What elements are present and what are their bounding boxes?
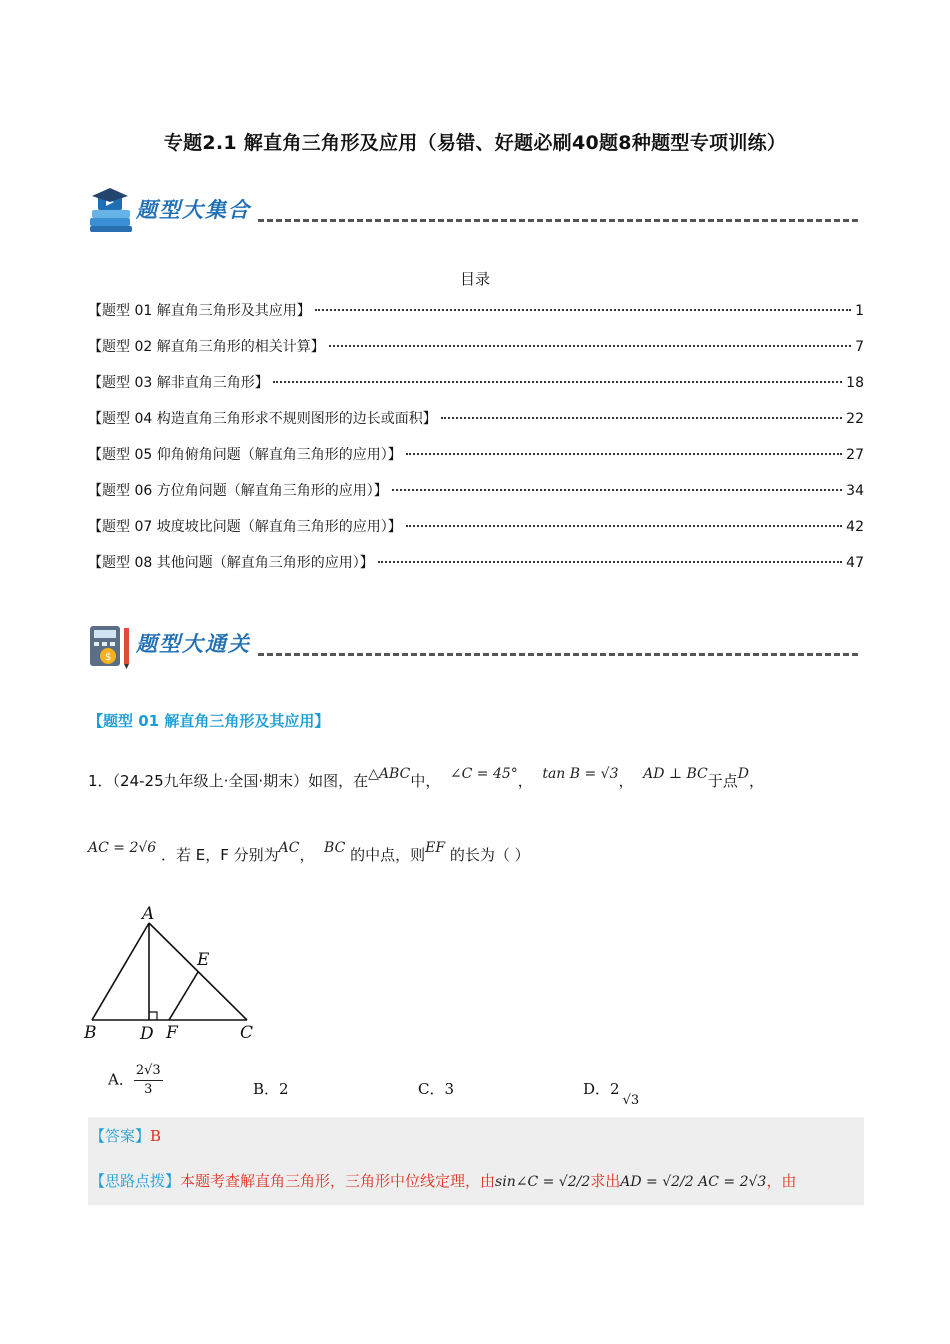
dashed-divider (258, 653, 858, 656)
fraction-denominator: 3 (144, 1082, 153, 1097)
toc-item-page: 7 (855, 339, 864, 355)
option-d-prefix: D．2 (583, 1080, 620, 1098)
banner-label: 题型大通关 (136, 631, 251, 656)
toc-item[interactable] (88, 372, 864, 408)
banner-topic-practice (88, 622, 868, 672)
calculator-coin-icon (88, 622, 136, 670)
fraction-numerator: 2√3 (134, 1062, 163, 1081)
option-a-prefix: A． (108, 1070, 134, 1089)
toc-item[interactable] (88, 408, 864, 444)
document-title: 专题2.1 解直角三角形及应用（易错、好题必刷40题8种题型专项训练） (163, 132, 787, 154)
math-angle-c: ∠C = 45° (449, 766, 518, 782)
hint-text: 本题考查解直角三角形，三角形中位线定理，由 (180, 1172, 496, 1190)
label-e: E (197, 950, 210, 970)
table-of-contents (88, 300, 864, 588)
math-perpendicular: AD ⊥ BC (643, 766, 708, 782)
banner-label: 题型大集合 (136, 197, 251, 222)
toc-item-label: 【题型 04 构造直角三角形求不规则图形的边长或面积】 (88, 411, 437, 427)
toc-item-label: 【题型 05 仰角俯角问题（解直角三角形的应用）】 (88, 447, 402, 463)
question-line-1 (88, 766, 765, 791)
answer-tag: 【答案】 (90, 1127, 151, 1145)
math-ef: EF (425, 840, 446, 856)
toc-leader (273, 381, 842, 383)
answer-line (90, 1125, 161, 1146)
question-text: ， (618, 772, 634, 790)
toc-item[interactable] (88, 552, 864, 588)
question-text: 的长为（ ） (449, 846, 530, 864)
toc-leader (406, 525, 842, 527)
toc-heading: 目录 (459, 270, 490, 288)
question-line-2 (88, 840, 530, 865)
toc-item-page: 47 (846, 555, 864, 571)
hint-math-sin: sin∠C = √2/2 (495, 1174, 591, 1190)
toc-leader (441, 417, 842, 419)
question-text: 的中点，则 (350, 846, 426, 864)
math-triangle: △ABC (368, 766, 411, 782)
toc-item-page: 1 (855, 303, 864, 319)
question-text: ， (299, 846, 315, 864)
option-a-fraction (134, 1062, 163, 1099)
toc-item[interactable] (88, 444, 864, 480)
toc-item-label: 【题型 08 其他问题（解直角三角形的应用）】 (88, 555, 374, 571)
question-text: 中， (410, 772, 441, 790)
math-point-d: D (737, 766, 749, 782)
label-b: B (84, 1023, 97, 1043)
toc-item-label: 【题型 03 解非直角三角形】 (88, 375, 269, 391)
section-title: 【题型 01 解直角三角形及其应用】 (88, 712, 330, 730)
toc-item-label: 【题型 02 解直角三角形的相关计算】 (88, 339, 325, 355)
toc-item[interactable] (88, 300, 864, 336)
toc-item[interactable] (88, 336, 864, 372)
hint-line (90, 1170, 796, 1191)
math-bc: BC (324, 840, 346, 856)
toc-item[interactable] (88, 480, 864, 516)
question-text: ．若 E，F 分别为 (160, 846, 279, 864)
label-d: D (140, 1024, 154, 1044)
right-angle-mark (149, 1012, 157, 1020)
dashed-divider (258, 219, 858, 222)
hint-text: 求出 (590, 1172, 621, 1190)
hint-text: ，由 (766, 1172, 797, 1190)
toc-item-page: 22 (846, 411, 864, 427)
question-text: 于点 (707, 772, 738, 790)
answer-panel (88, 1117, 864, 1205)
math-ac: AC (278, 840, 300, 856)
answer-value: B (150, 1127, 162, 1145)
option-d[interactable] (583, 1078, 640, 1108)
toc-item-page: 42 (846, 519, 864, 535)
hint-tag: 【思路点拨】 (90, 1172, 181, 1190)
question-prefix: 1．（24-25九年级上·全国·期末）如图，在 (88, 772, 369, 790)
toc-item-page: 27 (846, 447, 864, 463)
option-a[interactable] (108, 1062, 163, 1099)
toc-item-page: 34 (846, 483, 864, 499)
answer-options (108, 1063, 668, 1110)
side-ab (92, 923, 149, 1020)
label-a: A (142, 904, 155, 924)
label-f: F (166, 1023, 178, 1043)
triangle-figure (80, 900, 270, 1045)
graduation-books-icon (88, 188, 136, 236)
toc-item[interactable] (88, 516, 864, 552)
question-text: ， (517, 772, 533, 790)
svg-text:$: $ (105, 652, 112, 663)
toc-leader (378, 561, 842, 563)
toc-leader (315, 309, 851, 311)
banner-topic-collection (88, 188, 868, 238)
math-ac-length: AC = 2√6 (88, 840, 157, 856)
hint-math-ad: AD = √2/2 AC = 2√3 (620, 1174, 767, 1190)
toc-leader (406, 453, 842, 455)
toc-item-label: 【题型 07 坡度坡比问题（解直角三角形的应用）】 (88, 519, 402, 535)
toc-item-label: 【题型 01 解直角三角形及其应用】 (88, 303, 311, 319)
option-d-radical: √3 (622, 1093, 640, 1108)
option-b[interactable]: B．2 (253, 1080, 289, 1098)
math-tan-b: tan B = √3 (542, 766, 619, 782)
option-c[interactable]: C．3 (418, 1080, 455, 1098)
question-text: ， (749, 772, 765, 790)
label-c: C (240, 1023, 254, 1043)
toc-item-label: 【题型 06 方位角问题（解直角三角形的应用）】 (88, 483, 388, 499)
side-ac (149, 923, 247, 1020)
toc-item-page: 18 (846, 375, 864, 391)
segment-ef (169, 972, 198, 1020)
toc-leader (329, 345, 851, 347)
toc-leader (392, 489, 842, 491)
